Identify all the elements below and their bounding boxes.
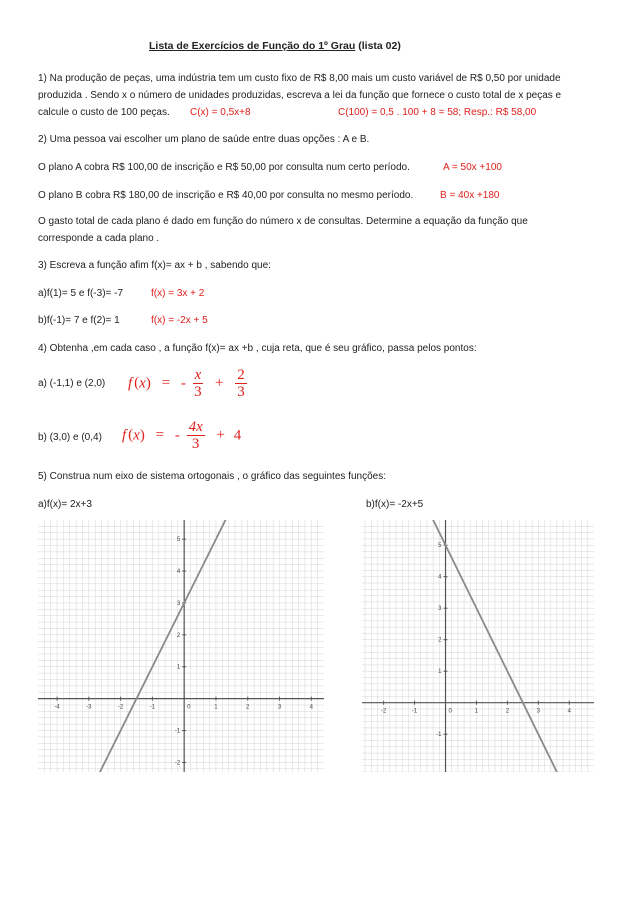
formula-b-lhs: f <box>122 427 127 444</box>
formula-a-plus: + <box>214 375 224 392</box>
title-main: Lista de Exercícios de Função do 1º Grau <box>149 40 356 52</box>
formula-a-arg: x <box>139 375 146 392</box>
graph-a-x-tick-label: 4 <box>309 704 313 711</box>
graph-a-svg <box>38 520 324 772</box>
q1-line2: produzida . Sendo x o número de unidades produzidas, escreva a lei da função que fornece o custo total de x peças e <box>38 90 562 101</box>
formula-a-sign: - <box>180 375 186 392</box>
graph-b-y-tick-label: -1 <box>436 732 442 739</box>
formula-b-const: 4 <box>233 427 242 444</box>
formula-b-num1: 4x <box>188 419 203 435</box>
q1-answer-a: C(x) = 0,5x+8 <box>190 107 251 118</box>
graph-b-x-tick-label: 4 <box>567 708 571 715</box>
graph-a <box>38 520 324 772</box>
q3-item-a-answer: f(x) = 3x + 2 <box>151 288 205 299</box>
q2-plan-b: O plano B cobra R$ 180,00 de inscrição e R$ 40,00 por consulta no mesmo período. <box>38 190 414 201</box>
graph-b <box>362 520 594 772</box>
formula-a-lhs: f <box>128 375 133 392</box>
graph-a-y-tick-label: -2 <box>174 760 181 767</box>
q3-item-a: a)f(1)= 5 e f(-3)= -7 <box>38 288 124 299</box>
formula-b-frac1 <box>187 419 205 453</box>
formula-b-plus: + <box>216 427 225 444</box>
q5-line1: 5) Construa num eixo de sistema ortogonais , o gráfico das seguintes funções: <box>38 471 386 482</box>
graph-b-y-tick-label: 2 <box>438 637 442 644</box>
graph-b-grid <box>362 520 594 772</box>
graph-b-y-tick-label: 1 <box>438 669 442 676</box>
graph-b-x-tick-label: -1 <box>411 708 418 715</box>
graph-a-y-tick-label: 4 <box>176 569 181 576</box>
q2-plan-a: O plano A cobra R$ 100,00 de inscrição e R$ 50,00 por consulta num certo período. <box>38 162 410 173</box>
q3-item-b: b)f(-1)= 7 e f(2)= 1 <box>38 315 120 326</box>
page-title <box>149 40 401 52</box>
graph-a-x-tick-label: 1 <box>214 704 218 711</box>
q3-item-b-answer: f(x) = -2x + 5 <box>151 315 208 326</box>
graph-a-function-line <box>38 520 324 772</box>
formula-a-eq: = <box>161 375 171 392</box>
formula-b-sign: - <box>174 427 180 444</box>
graph-a-x-tick-label: 0 <box>187 704 191 711</box>
formula-a-num1: x <box>194 367 202 383</box>
title-suffix: (lista 02) <box>355 40 401 52</box>
q1-answer-b: C(100) = 0,5 . 100 + 8 = 58; Resp.: R$ 58,00 <box>338 107 537 118</box>
graph-b-x-tick-label: 1 <box>474 708 479 715</box>
graph-a-x-tick-label: -2 <box>117 704 124 711</box>
graph-a-y-tick-label: -1 <box>174 728 181 735</box>
graph-a-y-tick-label: 2 <box>176 632 181 639</box>
q4-line1: 4) Obtenha ,em cada caso , a função f(x)= ax +b , cuja reta, que é seu gráfico, passa pelos pontos: <box>38 343 477 354</box>
q2-plan-b-answer: B = 40x +180 <box>440 190 500 201</box>
graph-a-x-tick-label: 2 <box>246 704 250 711</box>
graph-b-svg <box>362 520 594 772</box>
graph-a-x-tick-label: 3 <box>277 704 282 711</box>
q4-item-a: a) (-1,1) e (2,0) <box>38 378 106 389</box>
q5-item-b: b)f(x)= -2x+5 <box>366 499 424 510</box>
q4-item-a-formula: f (x) = - $\frac{x}{3}$ + $\frac{2}{3}$ <box>128 367 245 400</box>
q4-item-b: b) (3,0) e (0,4) <box>38 432 102 443</box>
q2-line1: 2) Uma pessoa vai escolher um plano de saúde entre duas opções : A e B. <box>38 134 370 145</box>
graph-b-x-tick-label: 2 <box>505 708 510 715</box>
graph-a-x-tick-label: -4 <box>54 704 60 711</box>
formula-a-den2: 3 <box>237 384 245 400</box>
graph-b-x-tick-label: 3 <box>536 708 540 715</box>
q3-line1: 3) Escreva a função afim f(x)= ax + b , sabendo que: <box>38 260 271 271</box>
q2-line4: O gasto total de cada plano é dado em função do número x de consultas. Determine a equação da função que <box>38 216 528 227</box>
q2-plan-a-answer: A = 50x +100 <box>443 162 502 173</box>
graph-a-grid <box>38 520 324 772</box>
formula-a-frac2 <box>235 367 247 401</box>
formula-a-num2: 2 <box>237 367 245 383</box>
q2-line5: corresponde a cada plano . <box>38 233 160 244</box>
graph-b-x-tick-label: 0 <box>448 708 452 715</box>
formula-b-eq: = <box>155 427 165 444</box>
graph-a-x-tick-label: -1 <box>149 704 156 711</box>
formula-b-den1: 3 <box>191 436 200 452</box>
formula-a-frac1 <box>193 367 204 401</box>
graph-a-y-tick-label: 5 <box>176 537 181 544</box>
q4-item-b-formula: f (x) = - $\frac{4x}{3}$ + 4 <box>122 419 242 452</box>
graph-a-y-tick-label: 3 <box>176 600 181 607</box>
graph-a-x-tick-label: -3 <box>86 704 92 711</box>
graph-b-y-tick-label: 3 <box>438 606 442 613</box>
q1-line1: 1) Na produção de peças, uma indústria tem um custo fixo de R$ 8,00 mais um custo variável de R$ 0,50 por unidade <box>38 73 561 84</box>
graph-b-y-tick-label: 4 <box>438 574 442 581</box>
graph-b-y-tick-label: 5 <box>438 543 442 550</box>
q5-item-a: a)f(x)= 2x+3 <box>38 499 92 510</box>
formula-b-arg: x <box>133 427 140 444</box>
formula-a-den1: 3 <box>194 384 202 400</box>
q1-line3: calcule o custo de 100 peças. <box>38 107 170 118</box>
graph-a-y-tick-label: 1 <box>176 664 181 671</box>
graph-b-x-tick-label: -2 <box>380 708 387 715</box>
